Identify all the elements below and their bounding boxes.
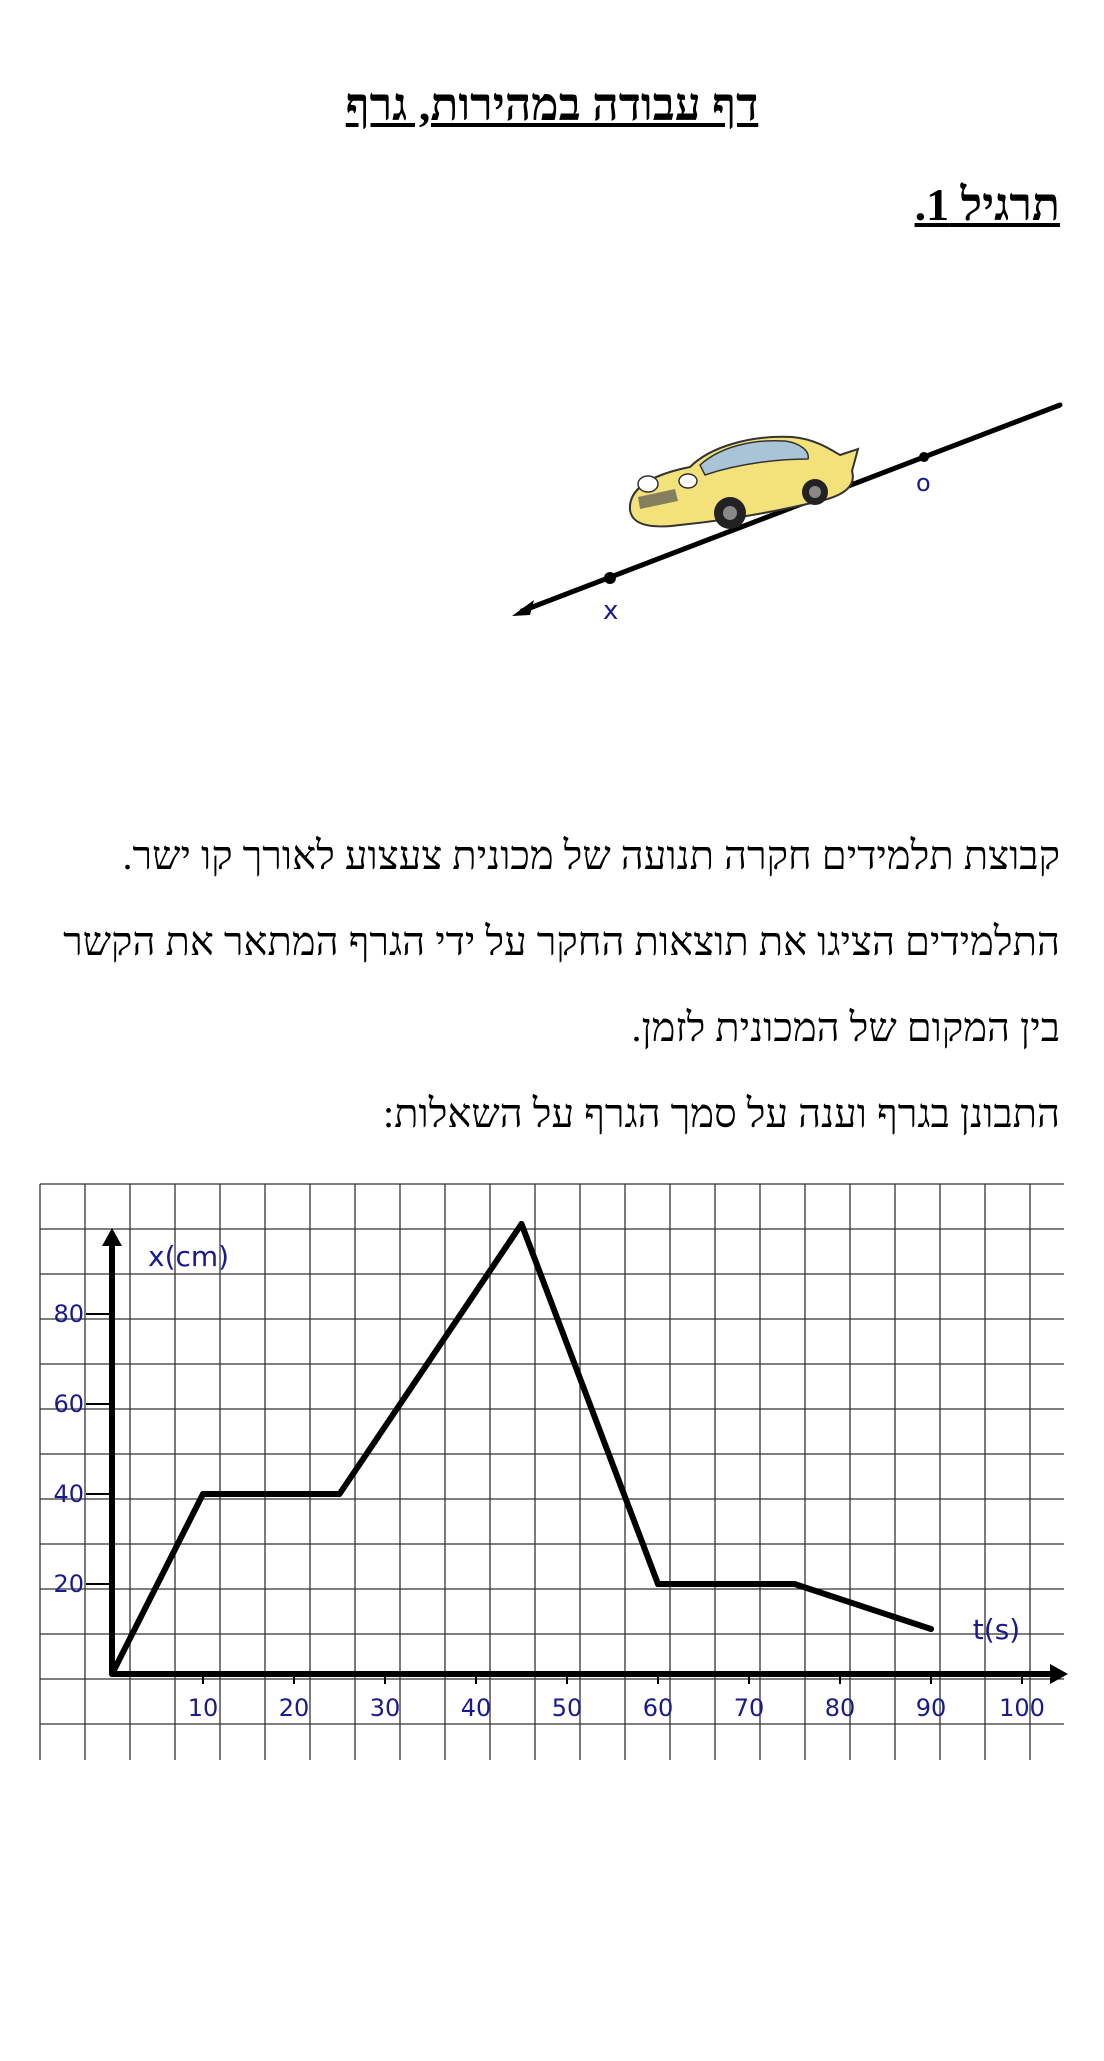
position-point (604, 572, 616, 584)
x-tick-label: 20 (278, 1694, 310, 1722)
car-track-diagram (500, 385, 1080, 645)
x-tick-label: 100 (999, 1694, 1045, 1722)
x-tick-label: 50 (551, 1694, 583, 1722)
data-point (792, 1581, 798, 1587)
data-point (200, 1491, 206, 1497)
data-point (928, 1626, 934, 1632)
page-title: דף עבודה במהירות, גרף (345, 79, 759, 130)
y-tick-label: 80 (53, 1300, 84, 1328)
y-axis-arrow-icon (102, 1228, 122, 1246)
chart-series (109, 1221, 934, 1677)
x-tick-label: 70 (733, 1694, 765, 1722)
exercise-heading: תרגיל 1. (914, 179, 1060, 230)
x-tick-label: 60 (642, 1694, 674, 1722)
toy-car-icon (630, 437, 858, 529)
y-tick-label: 60 (53, 1390, 84, 1418)
chart-labels (148, 1240, 1020, 1646)
x-axis-label: t(s) (972, 1613, 1021, 1646)
position-time-graph (0, 1160, 1104, 1780)
chart-ticks (53, 1300, 1044, 1722)
y-tick-label: 20 (53, 1570, 84, 1598)
data-point (337, 1491, 343, 1497)
x-tick-label: 80 (824, 1694, 856, 1722)
position-label: x (603, 596, 619, 626)
chart-axes (102, 1228, 1068, 1684)
track-arrow-icon (512, 600, 534, 616)
intro-paragraph: קבוצת תלמידים חקרה תנועה של מכונית צעצוע לאורך קו ישר. התלמידים הציגו את תוצאות החקר על ידי הגרף המתאר את הקשר בין המקום של המכונית לזמן. (63, 833, 1060, 1050)
data-point (109, 1671, 115, 1677)
origin-label: o (916, 469, 931, 497)
x-axis-arrow-icon (1050, 1664, 1068, 1684)
series-line (112, 1224, 931, 1674)
x-tick-label: 30 (369, 1694, 401, 1722)
data-point (655, 1581, 661, 1587)
x-tick-label: 40 (460, 1694, 492, 1722)
y-tick-label: 40 (53, 1480, 84, 1508)
x-tick-label: 10 (187, 1694, 219, 1722)
data-point (519, 1221, 525, 1227)
x-tick-label: 90 (915, 1694, 947, 1722)
origin-point (919, 452, 929, 462)
y-axis-label: x(cm) (148, 1240, 230, 1273)
instruction-text: התבונן בגרף וענה על סמך הגרף על השאלות: (382, 1091, 1060, 1136)
